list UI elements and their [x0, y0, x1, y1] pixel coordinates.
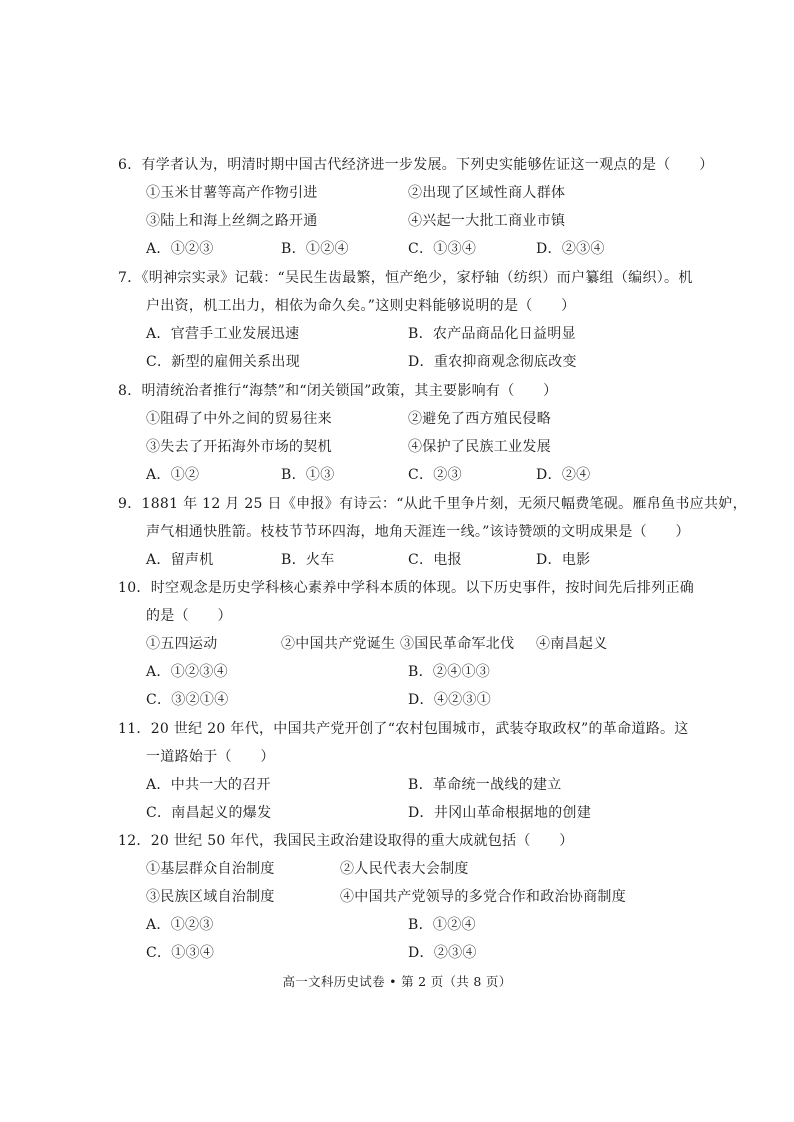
question-stem-continued: 的是（ ） — [146, 608, 232, 624]
answer-option-a[interactable]: A．留声机 — [146, 552, 214, 568]
statement-item: ②出现了区域性商人群体 — [408, 185, 566, 201]
question-11 — [118, 715, 689, 827]
question-stem-continued: 一道路始于（ ） — [146, 749, 275, 765]
answer-option-b[interactable]: B．①②④ — [408, 917, 476, 933]
question-6 — [118, 151, 714, 263]
question-stem: 12．20 世纪 50 年代，我国民主政治建设取得的重大成就包括（ ） — [118, 833, 574, 849]
question-8 — [118, 377, 683, 489]
answer-option-d[interactable]: D．井冈山革命根据地的创建 — [408, 805, 592, 821]
question-stem: 11．20 世纪 20 年代，中国共产党开创了“农村包围城市，武装夺取政权”的革命道路。这 — [118, 721, 689, 737]
answer-option-c[interactable]: C．新型的雇佣关系出现 — [146, 354, 301, 370]
answer-option-a[interactable]: A．中共一大的召开 — [146, 777, 271, 793]
statement-item: ①阻碍了中外之间的贸易往来 — [146, 411, 332, 427]
answer-option-c[interactable]: C．③②①④ — [146, 692, 229, 708]
statement-item: ②避免了西方殖民侵略 — [408, 411, 551, 427]
answer-option-c[interactable]: C．②③ — [408, 467, 462, 483]
answer-option-a[interactable]: A．官营手工业发展迅速 — [146, 326, 300, 342]
statement-item: ④南昌起义 — [536, 636, 608, 652]
statement-item: ④保护了民族工业发展 — [408, 439, 551, 455]
question-stem-continued: 声气相通快胜箭。枝枝节节环四海，地角天涯连一线。”该诗赞颂的文明成果是（ ） — [146, 524, 690, 540]
answer-option-b[interactable]: B．①②④ — [281, 241, 349, 257]
answer-option-d[interactable]: D．电影 — [536, 552, 591, 568]
answer-option-d[interactable]: D．④②③① — [408, 692, 492, 708]
answer-option-d[interactable]: D．②③④ — [408, 945, 477, 961]
answer-option-d[interactable]: D．②③④ — [536, 241, 605, 257]
answer-option-b[interactable]: B．革命统一战线的建立 — [408, 777, 562, 793]
answer-option-b[interactable]: B．②④①③ — [408, 664, 491, 680]
question-7 — [118, 264, 693, 376]
question-stem-continued: 户出资，机工出力，相依为命久矣。”这则史料能够说明的是（ ） — [146, 298, 576, 314]
answer-option-b[interactable]: B．①③ — [281, 467, 335, 483]
statement-item: ②中国共产党诞生 — [281, 636, 396, 652]
answer-option-c[interactable]: C．电报 — [408, 552, 462, 568]
statement-item: ③陆上和海上丝绸之路开通 — [146, 213, 318, 229]
statement-item: ①五四运动 — [146, 636, 218, 652]
answer-option-b[interactable]: B．农产品商品化日益明显 — [408, 326, 576, 342]
answer-option-a[interactable]: A．①②③ — [146, 917, 214, 933]
answer-option-a[interactable]: A．①②③ — [146, 241, 214, 257]
question-10 — [118, 574, 695, 714]
answer-option-a[interactable]: A．①②③④ — [146, 664, 228, 680]
statement-item: ②人民代表大会制度 — [340, 861, 469, 877]
answer-option-d[interactable]: D．②④ — [536, 467, 591, 483]
question-stem: 8．明清统治者推行“海禁”和“闭关锁国”政策，其主要影响有（ ） — [118, 383, 558, 399]
statement-item: ③民族区域自治制度 — [146, 889, 275, 905]
answer-option-c[interactable]: C．南昌起义的爆发 — [146, 805, 272, 821]
question-stem: 10．时空观念是历史学科核心素养中学科本质的体现。以下历史事件，按时间先后排列正确 — [118, 580, 695, 596]
statement-item: ④中国共产党领导的多党合作和政治协商制度 — [340, 889, 626, 905]
question-stem: 6．有学者认为，明清时期中国古代经济进一步发展。下列史实能够佐证这一观点的是（ ） — [118, 157, 714, 173]
question-9 — [118, 490, 747, 574]
statement-item: ③国民革命军北伐 — [400, 636, 515, 652]
statement-item: ④兴起一大批工商业市镇 — [408, 213, 566, 229]
answer-option-b[interactable]: B．火车 — [281, 552, 335, 568]
page-footer: 高一文科历史试卷 • 第 2 页（共 8 页） — [282, 974, 512, 989]
question-stem: 9．1881 年 12 月 25 日《申报》有诗云：“从此千里争片刻，无须尺幅费笔砚。雁帛鱼书应共妒， — [118, 496, 747, 512]
question-stem: 7．《明神宗实录》记载：“吴民生齿最繁，恒产绝少，家杼轴（纺织）而户纂组（编织）。机 — [118, 270, 693, 286]
answer-option-a[interactable]: A．①② — [146, 467, 200, 483]
statement-item: ③失去了开拓海外市场的契机 — [146, 439, 332, 455]
answer-option-c[interactable]: C．①③④ — [408, 241, 477, 257]
answer-option-d[interactable]: D．重农抑商观念彻底改变 — [408, 354, 577, 370]
statement-item: ①玉米甘薯等高产作物引进 — [146, 185, 318, 201]
answer-option-c[interactable]: C．①③④ — [146, 945, 215, 961]
question-12 — [118, 827, 683, 967]
statement-item: ①基层群众自治制度 — [146, 861, 275, 877]
